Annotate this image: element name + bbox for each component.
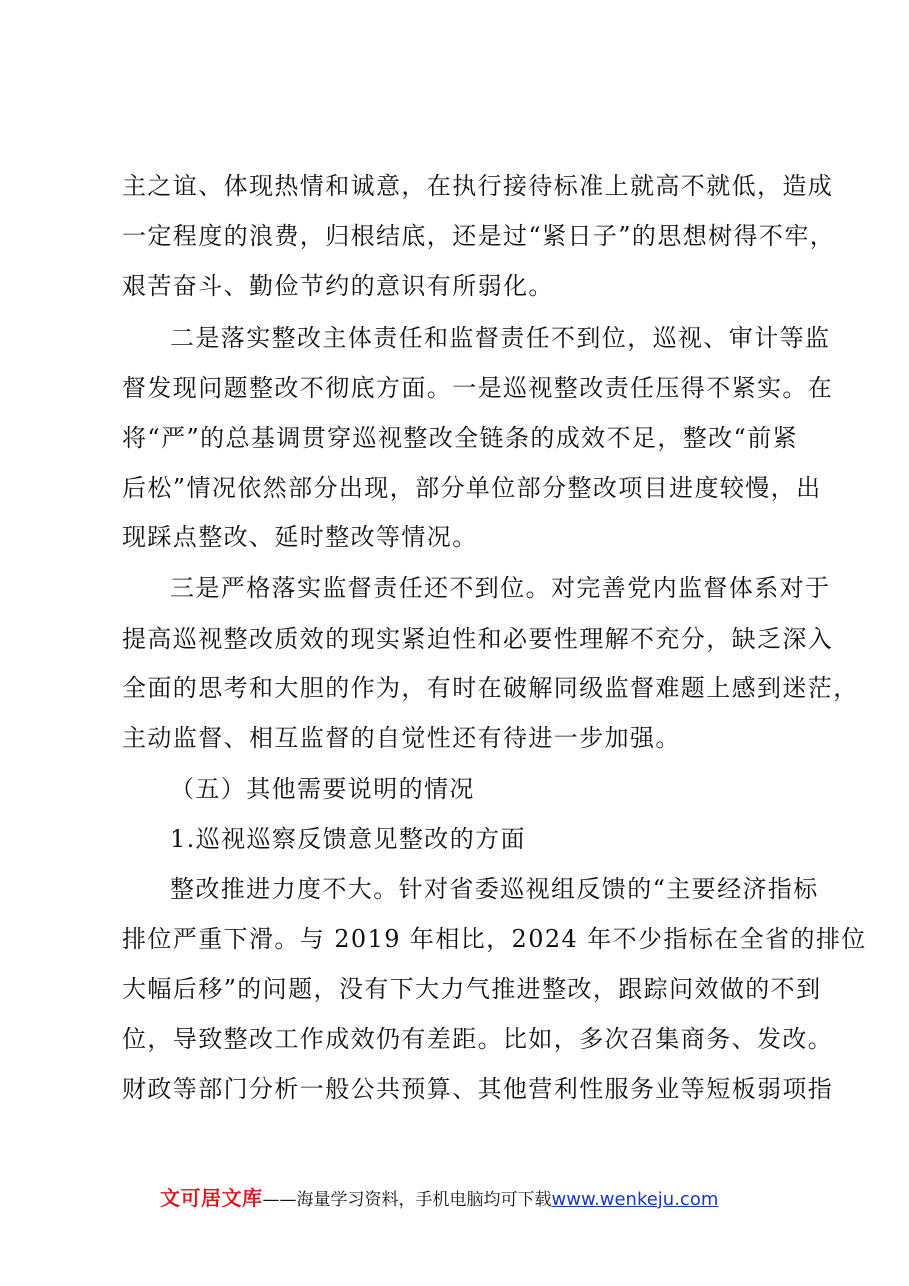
body-line: 提高巡视整改质效的现实紧迫性和必要性理解不充分，缺乏深入: [122, 625, 834, 653]
footer-banner: [160, 1182, 760, 1212]
footer-brand: 文可居文库: [160, 1186, 263, 1210]
body-line: 全面的思考和大胆的作为，有时在破解同级监督难题上感到迷茫，: [122, 674, 859, 702]
body-line: 排位严重下滑。与 2019 年相比，2024 年不少指标在全省的排位: [122, 925, 867, 953]
body-line: 主之谊、体现热情和诚意，在执行接待标准上就高不就低，造成: [122, 172, 834, 200]
paragraph-start-line: 整改推进力度不大。针对省委巡视组反馈的“主要经济指标: [170, 875, 819, 903]
subsection-heading: 1.巡视巡察反馈意见整改的方面: [170, 825, 526, 853]
paragraph-start-line: 三是严格落实监督责任还不到位。对完善党内监督体系对于: [170, 574, 831, 602]
paragraph-start-line: 二是落实整改主体责任和监督责任不到位，巡视、审计等监: [170, 324, 831, 352]
footer-link[interactable]: www.wenkeju.com: [551, 1189, 719, 1210]
body-line: 督发现问题整改不彻底方面。一是巡视整改责任压得不紧实。在: [122, 374, 834, 402]
body-line: 主动监督、相互监督的自觉性还有待进一步加强。: [122, 724, 681, 752]
body-line: 将“严”的总基调贯穿巡视整改全链条的成效不足，整改“前紧: [122, 424, 799, 452]
body-line: 现踩点整改、延时整改等情况。: [122, 523, 478, 551]
body-line: 艰苦奋斗、勤俭节约的意识有所弱化。: [122, 272, 554, 300]
body-line: 后松”情况依然部分出现，部分单位部分整改项目进度较慢，出: [122, 474, 822, 502]
body-line: 财政等部门分析一般公共预算、其他营利性服务业等短板弱项指: [122, 1075, 834, 1103]
section-heading: （五）其他需要说明的情况: [170, 775, 475, 803]
body-line: 位，导致整改工作成效仍有差距。比如，多次召集商务、发改。: [122, 1025, 834, 1053]
body-line: 大幅后移”的问题，没有下大力气推进整改，跟踪问效做的不到: [122, 975, 822, 1003]
footer-slogan: ——海量学习资料，手机电脑均可下载: [262, 1190, 552, 1210]
body-line: 一定程度的浪费，归根结底，还是过“紧日子”的思想树得不牢，: [122, 222, 836, 250]
